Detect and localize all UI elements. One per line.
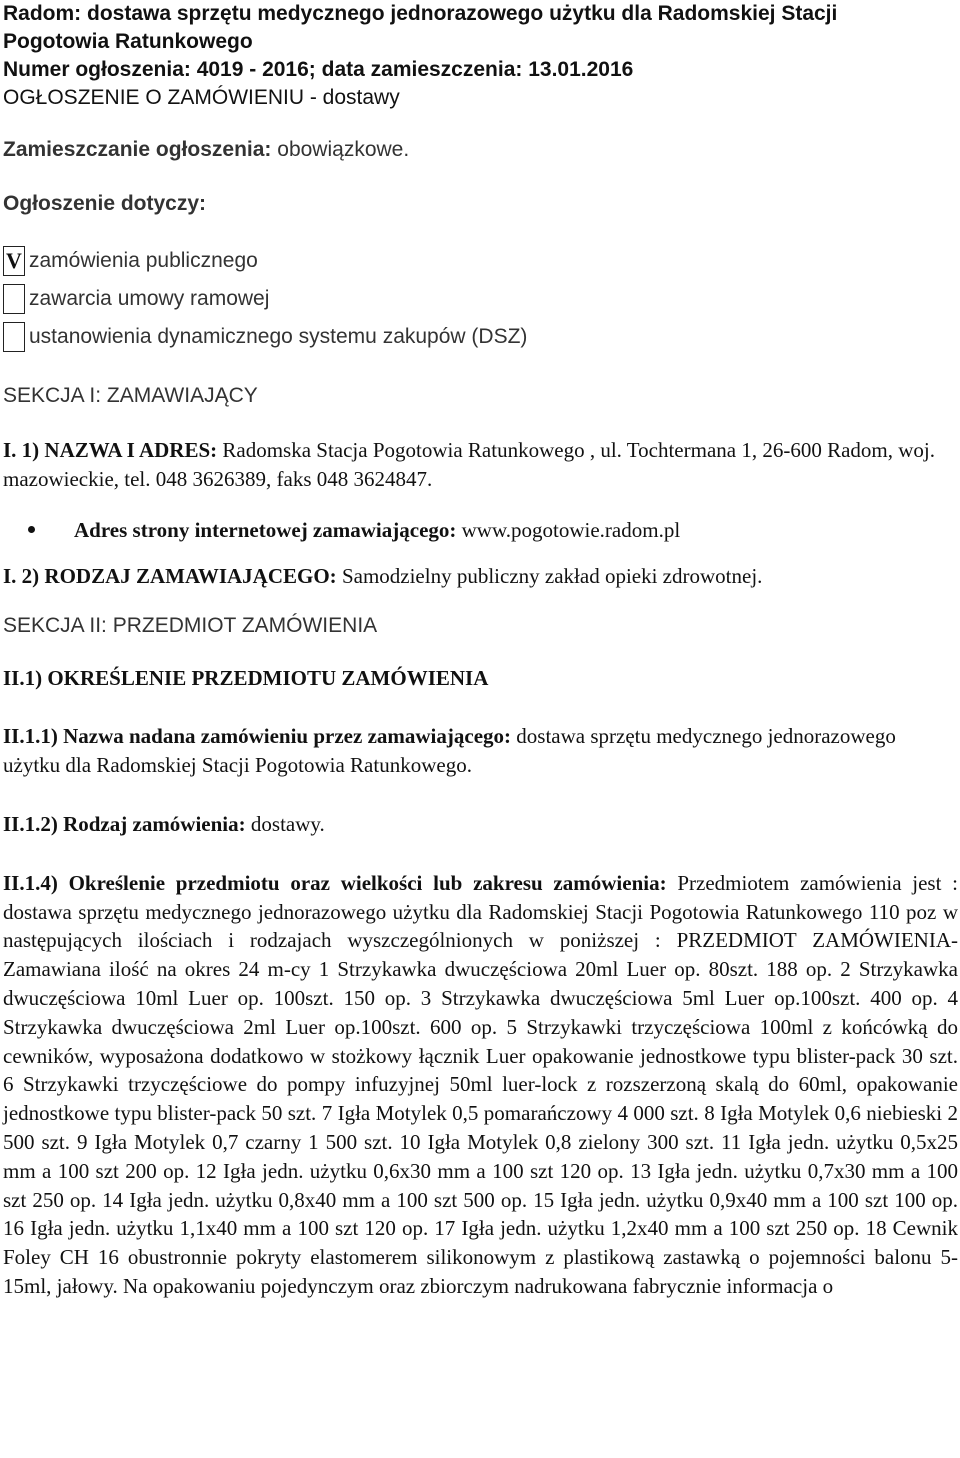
concerns-options (3, 242, 958, 356)
header-title-line-1: Radom: dostawa sprzętu medycznego jednorazowego użytku dla Radomskiej Stacji (3, 2, 838, 25)
order-name-text: dostawa sprzętu medycznego jednorazowego użytku dla Radomskiej Stacji Pogotowia Ratunkowego. (3, 724, 896, 778)
placement-line (3, 136, 958, 164)
section-1-title: SEKCJA I: ZAMAWIAJĄCY (3, 384, 258, 407)
option-dps (3, 318, 958, 356)
order-name-paragraph (3, 722, 958, 780)
document-page (3, 0, 958, 1301)
placement-label: Zamieszczanie ogłoszenia: (3, 138, 272, 161)
option-label: ustanowienia dynamicznego systemu zakupów (DSZ) (29, 325, 528, 348)
contracting-type-text: Samodzielny publiczny zakład opieki zdrowotnej. (341, 563, 763, 588)
order-type-paragraph (3, 810, 958, 839)
option-label: zawarcia umowy ramowej (29, 287, 270, 310)
option-public-order (3, 242, 958, 280)
announcement-type: OGŁOSZENIE O ZAMÓWIENIU - dostawy (3, 86, 400, 109)
section-1-contracting-type (3, 562, 958, 591)
order-subject-label: II.1.4) Określenie przedmiotu oraz wielkości lub zakresu zamówienia: (3, 870, 667, 895)
section-1-name-address (3, 436, 958, 494)
checkbox-public-order: V (3, 246, 25, 276)
name-address-label: I. 1) NAZWA I ADRES: (3, 438, 218, 462)
website-value: www.pogotowie.radom.pl (461, 517, 681, 542)
placement-value: obowiązkowe. (277, 138, 410, 161)
concerns-label: Ogłoszenie dotyczy: (3, 192, 207, 215)
order-type-label: II.1.2) Rodzaj zamówienia: (3, 811, 246, 836)
option-label: zamówienia publicznego (29, 249, 258, 272)
announcement-number-line: Numer ogłoszenia: 4019 - 2016; data zamieszczenia: 13.01.2016 (3, 58, 634, 81)
order-type-text: dostawy. (250, 811, 325, 836)
section-2-title: SEKCJA II: PRZEDMIOT ZAMÓWIENIA (3, 614, 378, 638)
checkbox-dps (3, 322, 25, 352)
order-subject-text: Przedmiotem zamówienia jest : dostawa sprzętu medycznego jednorazowego użytku dla Radomskiej Stacji Pogotowia Ratunkowego 110 poz w następujących ilościach i rodzajach wyszczególnionych w poniższej : PRZEDMIOT ZAMÓWIENIA- Zamawiana ilość na okres 24 m-cy 1 Strzykawka dwuczęściowa 20ml Luer op. 80szt. 188 op. 2 Strzykawka dwuczęściowa 10ml Luer op. 100szt. 150 op. 3 Strzykawka dwuczęściowa 5ml Luer op.100szt. 400 op. 4 Strzykawka dwuczęściowa 2ml Luer op.100szt. 600 op. 5 Strzykawki trzyczęściowa 100ml z końcówką do cewników, wyposażona dodatkowo w stożkowy łącznik Luer opakowanie jednostkowe typu blister-pack 30 szt. 6 Strzykawki trzyczęściowe do pompy infuzyjnej 50ml luer-lock z rozszerzoną skalą do 60ml, opakowanie jednostkowe typu blister-pack 50 szt. 7 Igła Motylek 0,5 pomarańczowy 4 000 szt. 8 Igła Motylek 0,6 niebieski 2 500 szt. 9 Igła Motylek 0,7 czarny 1 500 szt. 10 Igła Motylek 0,8 zielony 300 szt. 11 Igła jedn. użytku 0,5x25 mm a 100 szt 200 op. 12 Igła jedn. użytku 0,6x30 mm a 100 szt 120 op. 13 Igła jedn. użytku 0,7x30 mm a 100 szt 250 op. 14 Igła jedn. użytku 0,8x40 mm a 100 szt 500 op. 15 Igła jedn. użytku 0,9x40 mm a 100 szt 100 op. 16 Igła jedn. użytku 1,1x40 mm a 100 szt 120 op. 17 Igła jedn. użytku 1,2x40 mm a 100 szt 250 op. 18 Cewnik Foley CH 16 obustronnie pokryty elastomerem silikonowym z plastikową zastawką o pojemności balonu 5-15ml, jałowy. Na opakowaniu pojedynczym oraz zbiorczym nadrukowana fabrycznie informacja o (3, 870, 959, 1298)
header-title-line-2: Pogotowia Ratunkowego (3, 30, 253, 53)
website-label: Adres strony internetowej zamawiającego: (74, 517, 457, 542)
section-2-subheading: II.1) OKREŚLENIE PRZEDMIOTU ZAMÓWIENIA (3, 666, 489, 691)
website-item (3, 516, 958, 544)
contracting-type-label: I. 2) RODZAJ ZAMAWIAJĄCEGO: (3, 563, 337, 588)
document-header (3, 0, 958, 84)
order-subject-paragraph (3, 869, 958, 1301)
order-name-label: II.1.1) Nazwa nadana zamówieniu przez zamawiającego: (3, 724, 512, 749)
name-address-text: Radomska Stacja Pogotowia Ratunkowego , ul. Tochtermana 1, 26-600 Radom, woj. mazowieckie, tel. 048 3626389, faks 048 3624847. (3, 438, 935, 491)
checkbox-framework-agreement (3, 284, 25, 314)
option-framework-agreement (3, 280, 958, 318)
bullet-icon (28, 526, 35, 533)
